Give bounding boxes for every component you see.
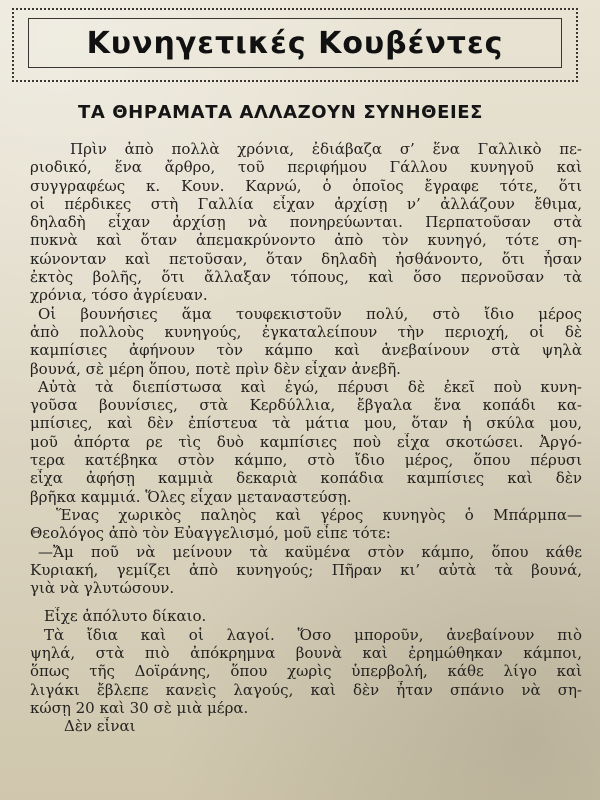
article-line: Θεολόγος ἀπὸ τὸν Εὐαγγελισμό, μοῦ εἶπε τότε: — [30, 524, 391, 543]
article-line: οἱ πέρδικες στὴ Γαλλία εἶχαν ἀρχίσῃ ν’ ἀλλάζουν ἔθιμα, — [30, 194, 582, 213]
section-title: Κυνηγετικές Κουβέντες — [86, 25, 504, 61]
article-line: γοῦσα βουνίσιες, στὰ Κερδύλλια, ἔβγαλα ἕνα κοπάδι κα- — [30, 396, 582, 415]
article-line: κώσῃ 20 καὶ 30 σὲ μιὰ μέρα. — [30, 698, 249, 717]
article-headline: ΤΑ ΘΗΡΑΜΑΤΑ ΑΛΛΑΖΟΥΝ ΣΥΝΗΘΕΙΕΣ — [78, 102, 484, 123]
article-line: Δὲν εἶναι — [64, 717, 136, 736]
article-line: λιγάκι ἔβλεπε κανεὶς λαγούς, καὶ δὲν ἦταν σπάνιο νὰ ση- — [30, 680, 582, 699]
article-line: βουνά, σὲ μέρη ὅπου, ποτὲ πρὶν δὲν εἶχαν ἀνεβῆ. — [30, 359, 401, 378]
article-line: δηλαδὴ εἶχαν ἀρχίσῃ νὰ πονηρεύωνται. Περπατοῦσαν στὰ — [30, 213, 582, 232]
article-line: μπίσιες, καὶ δὲν ἐπίστευα τὰ μάτια μου, ὅταν ἡ σκύλα μου, — [30, 414, 582, 433]
article-line: Πρὶν ἀπὸ πολλὰ χρόνια, ἐδιάβαζα σ’ ἕνα Γαλλικὸ πε- — [70, 140, 582, 158]
header-box — [28, 18, 562, 68]
article-line: Ἕνας χωρικὸς παληὸς καὶ γέρος κυνηγὸς ὁ Μπάρμπα— — [56, 505, 582, 524]
article-line: ὅπως τῆς Δοϊράνης, ὅπου χωρὶς ὑπερβολή, κάθε λίγο καὶ — [30, 662, 582, 681]
article-line: ριοδικό, ἕνα ἄρθρο, τοῦ περιφήμου Γάλλου κυνηγοῦ καὶ — [30, 158, 582, 177]
article-line: Τὰ ἴδια καὶ οἱ λαγοί. Ὅσο μποροῦν, ἀνεβαίνουν πιὸ — [44, 625, 582, 644]
article-line: Αὐτὰ τὰ διεπίστωσα καὶ ἐγώ, πέρυσι δὲ ἐκεῖ ποὺ κυνη- — [38, 377, 582, 396]
article-line: ἐκτὸς βολῆς, ὅτι ἄλλαξαν τόπους, καὶ ὅσο περνοῦσαν τὰ — [30, 268, 582, 287]
article-line: πυκνὰ καὶ ὅταν ἀπεμακρύνοντο ἀπὸ τὸν κυνηγό, τότε ση- — [30, 231, 582, 250]
paragraph-spacer — [30, 597, 582, 607]
article-line: εἶχα ἀφήσῃ καμμιὰ δεκαριὰ κοπάδια καμπίσιες καὶ δὲν — [30, 469, 582, 488]
article-line: Οἱ βουνήσιες ἅμα τουφεκιστοῦν πολύ, στὸ ἴδιο μέρος — [38, 304, 582, 323]
article-line: συγγραφέως κ. Κουν. Καρνώ, ὁ ὁποῖος ἔγραφε τότε, ὅτι — [30, 176, 582, 195]
article-line: καμπίσιες ἀφήνουν τὸν κάμπο καὶ ἀνεβαίνουν στὰ ψηλὰ — [30, 341, 582, 360]
article-line: κώνονταν καὶ πετοῦσαν, ὅταν δηλαδὴ ἠσθάνοντο, ὅτι ἦσαν — [30, 249, 582, 268]
article-line: γιὰ νὰ γλυτώσουν. — [30, 579, 175, 598]
article-line: μοῦ ἀπόρτα ρε τὶς δυὸ καμπίσιες ποὺ εἶχα σκοτώσει. Ἀργό- — [30, 432, 582, 451]
article-line: τερα κατέβηκα στὸν κάμπο, στὸ ἴδιο μέρος, ὅπου πέρυσι — [30, 451, 582, 470]
article-line: χρόνια, τόσο ἀγρίευαν. — [30, 286, 208, 305]
article-body — [30, 140, 582, 736]
article-line: Εἶχε ἀπόλυτο δίκαιο. — [44, 607, 207, 626]
article-line: ἀπὸ πολλοὺς κυνηγούς, ἐγκαταλείπουν τὴν περιοχή, οἱ δὲ — [30, 322, 582, 341]
article-line: —Ἄμ ποῦ νὰ μείνουν τὰ καϋμένα στὸν κάμπο, ὅπου κάθε — [38, 542, 582, 561]
article-line: βρῆκα καμμιά. Ὅλες εἶχαν μεταναστεύσῃ. — [30, 487, 352, 506]
article-line: Κυριακή, γεμίζει ἀπὸ κυνηγούς; Πῆραν κι’ αὐτὰ τὰ βουνά, — [30, 560, 582, 579]
article-line: ψηλά, στὰ πιὸ ἀπόκρημνα βουνὰ καὶ ἐρημώθηκαν κάμποι, — [30, 644, 582, 663]
